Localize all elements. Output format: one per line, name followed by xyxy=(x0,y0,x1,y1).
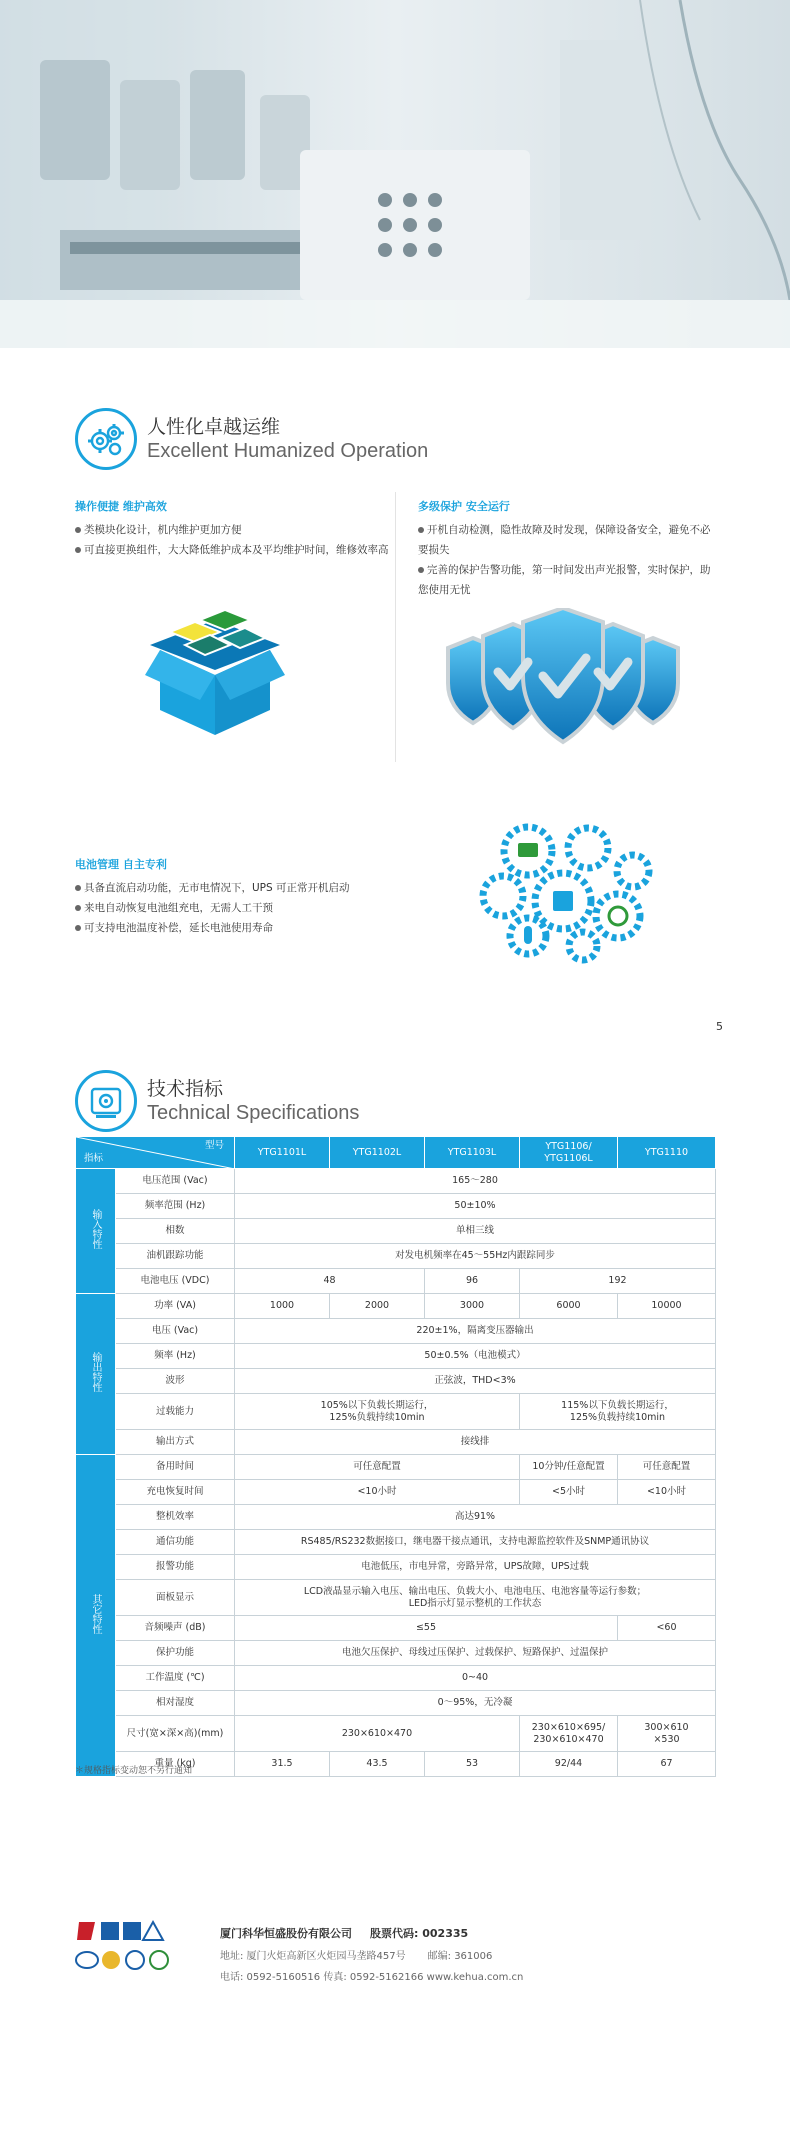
row-label: 过载能力 xyxy=(116,1394,235,1430)
row-label: 保护功能 xyxy=(116,1641,235,1666)
certification-logos xyxy=(75,1918,205,1978)
table-cell: 96 xyxy=(425,1269,520,1294)
table-cell: <60 xyxy=(618,1616,716,1641)
table-row xyxy=(76,1219,716,1244)
table-cell: 43.5 xyxy=(330,1752,425,1777)
table-row xyxy=(76,1691,716,1716)
feature-heading: 电池管理 自主专利 xyxy=(75,858,167,871)
row-label: 相数 xyxy=(116,1219,235,1244)
table-cell: 6000 xyxy=(520,1294,618,1319)
table-cell: 31.5 xyxy=(235,1752,330,1777)
table-cell: 230×610×470 xyxy=(235,1716,520,1752)
feature-battery xyxy=(75,856,405,938)
table-cell: 接线排 xyxy=(235,1430,716,1455)
table-cell: 105%以下负载长期运行， 125%负载持续10min xyxy=(235,1394,520,1430)
corner-spec-label: 指标 xyxy=(84,1153,104,1164)
bullet-icon xyxy=(75,925,81,931)
gear-network-icon xyxy=(468,816,668,970)
page-number: 5 xyxy=(716,1020,723,1033)
feature-protection xyxy=(418,498,718,600)
feature-heading: 多级保护 安全运行 xyxy=(418,500,510,513)
table-row xyxy=(76,1666,716,1691)
section-specs-title xyxy=(75,1070,359,1132)
section-title-cn: 人性化卓越运维 xyxy=(147,416,281,438)
table-cell: <5小时 xyxy=(520,1480,618,1505)
table-row xyxy=(76,1269,716,1294)
section-title-en: Technical Specifications xyxy=(147,1102,360,1124)
model-header: YTG1101L xyxy=(235,1137,330,1169)
table-row xyxy=(76,1244,716,1269)
feature-item: 可直接更换组件，大大降低维护成本及平均维护时间，维修效率高 xyxy=(75,540,405,560)
table-cell: 192 xyxy=(520,1269,716,1294)
table-cell: 0～95%，无冷凝 xyxy=(235,1691,716,1716)
row-label: 面板显示 xyxy=(116,1580,235,1616)
table-row xyxy=(76,1480,716,1505)
table-cell: 可任意配置 xyxy=(618,1455,716,1480)
feature-item: 可支持电池温度补偿，延长电池使用寿命 xyxy=(75,918,405,938)
model-header: YTG1106/ YTG1106L xyxy=(520,1137,618,1169)
table-cell: 230×610×695/ 230×610×470 xyxy=(520,1716,618,1752)
feature-item: 开机自动检测，隐性故障及时发现，保障设备安全，避免不必要损失 xyxy=(418,524,711,556)
table-cell: 1000 xyxy=(235,1294,330,1319)
table-row xyxy=(76,1641,716,1666)
table-header-row xyxy=(76,1137,716,1169)
table-cell: LCD液晶显示输入电压、输出电压、负载大小、电池电压、电池容量等运行参数； LED指示灯显示整机的工作状态 xyxy=(235,1580,716,1616)
section-title-en: Excellent Humanized Operation xyxy=(147,440,429,462)
table-row xyxy=(76,1555,716,1580)
bullet-icon xyxy=(75,905,81,911)
table-row xyxy=(76,1580,716,1616)
table-cell: 67 xyxy=(618,1752,716,1777)
table-cell: 300×610 ×530 xyxy=(618,1716,716,1752)
table-cell: 165～280 xyxy=(235,1169,716,1194)
bullet-icon xyxy=(75,527,81,533)
row-label: 输出方式 xyxy=(116,1430,235,1455)
table-cell: 220±1%，隔离变压器输出 xyxy=(235,1319,716,1344)
feature-maintenance xyxy=(75,498,405,560)
row-label: 油机跟踪功能 xyxy=(116,1244,235,1269)
table-row xyxy=(76,1530,716,1555)
table-row xyxy=(76,1319,716,1344)
row-label: 整机效率 xyxy=(116,1505,235,1530)
hero-photo xyxy=(0,0,790,348)
row-label: 备用时间 xyxy=(116,1455,235,1480)
model-header: YTG1110 xyxy=(618,1137,716,1169)
corner-model-label: 型号 xyxy=(204,1140,224,1151)
table-cell: 115%以下负载长期运行， 125%负载持续10min xyxy=(520,1394,716,1430)
company-postcode: 邮编: 361006 xyxy=(427,1951,493,1962)
box-icon xyxy=(140,590,290,744)
table-row xyxy=(76,1616,716,1641)
table-cell: 电池欠压保护、母线过压保护、过载保护、短路保护、过温保护 xyxy=(235,1641,716,1666)
bullet-icon xyxy=(418,567,424,573)
ccc-logo xyxy=(126,1951,144,1969)
row-label: 充电恢复时间 xyxy=(116,1480,235,1505)
bullet-icon xyxy=(418,527,424,533)
table-row xyxy=(76,1455,716,1480)
feature-item: 来电自动恢复电池组充电，无需人工干预 xyxy=(75,898,405,918)
table-cell: 48 xyxy=(235,1269,425,1294)
feature-item: 类模块化设计，机内维护更加方便 xyxy=(75,520,405,540)
company-contact: 电话: 0592-5160516 传真: 0592-5162166 www.kehua.com.cn xyxy=(220,1972,524,1983)
table-cell: <10小时 xyxy=(235,1480,520,1505)
table-cell: 50±0.5%（电池模式） xyxy=(235,1344,716,1369)
table-corner xyxy=(76,1137,235,1169)
company-info xyxy=(220,1925,523,1983)
table-row xyxy=(76,1194,716,1219)
table-row xyxy=(76,1430,716,1455)
model-header: YTG1102L xyxy=(330,1137,425,1169)
row-label: 电压 (Vac) xyxy=(116,1319,235,1344)
spec-table xyxy=(75,1136,716,1777)
table-cell: 50±10% xyxy=(235,1194,716,1219)
table-row xyxy=(76,1344,716,1369)
shields-icon xyxy=(428,608,698,752)
section-humanized-title xyxy=(75,408,428,470)
table-cell: RS485/RS232数据接口，继电器干接点通讯，支持电源监控软件及SNMP通讯协议 xyxy=(235,1530,716,1555)
settings-icon xyxy=(75,1070,137,1132)
row-label: 尺寸(宽×深×高)(mm) xyxy=(116,1716,235,1752)
company-name: 厦门科华恒盛股份有限公司 xyxy=(220,1927,352,1940)
feature-item: 具备直流启动功能，无市电情况下，UPS 可正常开机启动 xyxy=(75,878,405,898)
table-row xyxy=(76,1369,716,1394)
group-output-label: 输出特性 xyxy=(76,1294,116,1455)
row-label: 功率 (VA) xyxy=(116,1294,235,1319)
row-label: 报警功能 xyxy=(116,1555,235,1580)
group-input-label: 输入特性 xyxy=(76,1169,116,1294)
table-cell: 92/44 xyxy=(520,1752,618,1777)
table-row xyxy=(76,1505,716,1530)
table-row xyxy=(76,1716,716,1752)
row-label: 音频噪声 (dB) xyxy=(116,1616,235,1641)
row-label: 重量 (kg) xyxy=(116,1752,235,1777)
table-row xyxy=(76,1394,716,1430)
table-cell: 3000 xyxy=(425,1294,520,1319)
table-row xyxy=(76,1294,716,1319)
table-cell: 对发电机频率在45～55Hz内跟踪同步 xyxy=(235,1244,716,1269)
table-cell: 电池低压，市电异常，旁路异常，UPS故障，UPS过载 xyxy=(235,1555,716,1580)
table-cell: 0~40 xyxy=(235,1666,716,1691)
feature-item: 完善的保护告警功能，第一时间发出声光报警，实时保护，助您使用无忧 xyxy=(418,564,711,596)
table-cell: 高达91% xyxy=(235,1505,716,1530)
table-cell: 10000 xyxy=(618,1294,716,1319)
section-title-cn: 技术指标 xyxy=(147,1078,224,1100)
row-label: 电池电压 (VDC) xyxy=(116,1269,235,1294)
model-header: YTG1103L xyxy=(425,1137,520,1169)
table-cell: 53 xyxy=(425,1752,520,1777)
table-cell: 单相三线 xyxy=(235,1219,716,1244)
stock-code: 股票代码: 002335 xyxy=(370,1927,469,1940)
row-label: 电压范围 (Vac) xyxy=(116,1169,235,1194)
energy-logo xyxy=(150,1951,168,1969)
table-cell: 10分钟/任意配置 xyxy=(520,1455,618,1480)
row-label: 工作温度 (℃) xyxy=(116,1666,235,1691)
row-label: 频率范围 (Hz) xyxy=(116,1194,235,1219)
feature-heading: 操作便捷 维护高效 xyxy=(75,500,167,513)
table-cell: 正弦波，THD<3% xyxy=(235,1369,716,1394)
tuv-logo xyxy=(143,1922,163,1940)
ce-logo xyxy=(101,1922,119,1940)
table-cell: ≤55 xyxy=(235,1616,618,1641)
spec-note: ＊规格指标变动恕不另行通知 xyxy=(75,1766,193,1776)
group-other-label: 其它特性 xyxy=(76,1455,116,1777)
row-label: 通信功能 xyxy=(116,1530,235,1555)
table-cell: <10小时 xyxy=(618,1480,716,1505)
row-label: 波形 xyxy=(116,1369,235,1394)
row-label: 相对湿度 xyxy=(116,1691,235,1716)
award-logo xyxy=(102,1951,120,1969)
table-row xyxy=(76,1169,716,1194)
row-label: 频率 (Hz) xyxy=(116,1344,235,1369)
column-divider xyxy=(395,492,396,762)
company-address: 地址: 厦门火炬高新区火炬园马垄路457号 xyxy=(220,1951,406,1962)
cqc-logo xyxy=(76,1952,98,1968)
certification-logo xyxy=(77,1922,95,1940)
gears-icon xyxy=(75,408,137,470)
table-cell: 2000 xyxy=(330,1294,425,1319)
bullet-icon xyxy=(75,885,81,891)
bullet-icon xyxy=(75,547,81,553)
table-cell: 可任意配置 xyxy=(235,1455,520,1480)
